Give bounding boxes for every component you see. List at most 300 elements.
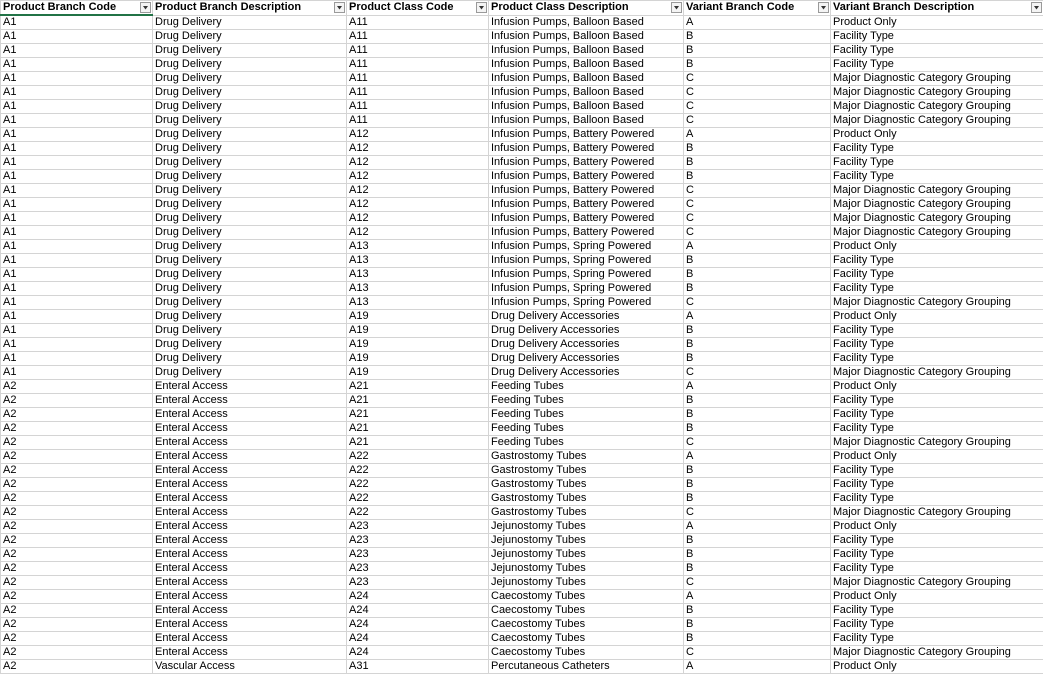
- product-branch-code-cell[interactable]: A1: [1, 324, 153, 338]
- product-class-code-cell[interactable]: A19: [347, 352, 489, 366]
- product-class-code-cell[interactable]: A11: [347, 15, 489, 30]
- variant-branch-code-cell[interactable]: C: [684, 184, 831, 198]
- product-class-code-cell[interactable]: A12: [347, 170, 489, 184]
- product-class-code-cell[interactable]: A12: [347, 142, 489, 156]
- product-class-description-cell[interactable]: Infusion Pumps, Balloon Based: [489, 100, 684, 114]
- variant-branch-description-cell[interactable]: Product Only: [831, 15, 1043, 30]
- filter-dropdown-icon[interactable]: [476, 2, 487, 13]
- variant-branch-code-cell[interactable]: C: [684, 114, 831, 128]
- product-branch-code-cell[interactable]: A2: [1, 450, 153, 464]
- product-class-description-cell[interactable]: Infusion Pumps, Spring Powered: [489, 296, 684, 310]
- product-branch-description-cell[interactable]: Enteral Access: [153, 548, 347, 562]
- product-branch-description-cell[interactable]: Drug Delivery: [153, 240, 347, 254]
- product-branch-code-cell[interactable]: A1: [1, 366, 153, 380]
- product-class-code-cell[interactable]: A12: [347, 198, 489, 212]
- product-class-code-cell[interactable]: A11: [347, 114, 489, 128]
- product-branch-description-cell[interactable]: Enteral Access: [153, 604, 347, 618]
- variant-branch-description-cell[interactable]: Product Only: [831, 240, 1043, 254]
- product-class-description-cell[interactable]: Infusion Pumps, Battery Powered: [489, 142, 684, 156]
- product-class-description-cell[interactable]: Infusion Pumps, Battery Powered: [489, 156, 684, 170]
- table-row: [1, 15, 1043, 30]
- product-branch-description-cell[interactable]: Drug Delivery: [153, 184, 347, 198]
- variant-branch-code-cell[interactable]: C: [684, 100, 831, 114]
- product-class-code-cell[interactable]: A11: [347, 100, 489, 114]
- variant-branch-code-cell[interactable]: B: [684, 142, 831, 156]
- product-branch-description-cell[interactable]: Enteral Access: [153, 436, 347, 450]
- product-class-code-cell[interactable]: A19: [347, 310, 489, 324]
- product-branch-description-cell[interactable]: Drug Delivery: [153, 366, 347, 380]
- variant-branch-code-cell[interactable]: B: [684, 548, 831, 562]
- column-header-variant-branch-code[interactable]: [684, 1, 831, 16]
- product-branch-description-cell[interactable]: Enteral Access: [153, 590, 347, 604]
- product-class-code-cell[interactable]: A13: [347, 296, 489, 310]
- variant-branch-description-cell[interactable]: Facility Type: [831, 422, 1043, 436]
- product-class-description-cell[interactable]: Caecostomy Tubes: [489, 646, 684, 660]
- product-branch-code-cell[interactable]: A2: [1, 646, 153, 660]
- product-class-description-cell[interactable]: Jejunostomy Tubes: [489, 576, 684, 590]
- product-class-description-cell[interactable]: Caecostomy Tubes: [489, 632, 684, 646]
- product-branch-description-cell[interactable]: Enteral Access: [153, 632, 347, 646]
- table-row: [1, 422, 1043, 436]
- variant-branch-code-cell[interactable]: A: [684, 128, 831, 142]
- product-class-description-cell[interactable]: Infusion Pumps, Battery Powered: [489, 184, 684, 198]
- variant-branch-description-cell[interactable]: Facility Type: [831, 394, 1043, 408]
- variant-branch-description-cell[interactable]: Facility Type: [831, 30, 1043, 44]
- product-branch-code-cell[interactable]: A1: [1, 240, 153, 254]
- product-class-description-cell[interactable]: Infusion Pumps, Spring Powered: [489, 240, 684, 254]
- product-class-code-cell[interactable]: A13: [347, 240, 489, 254]
- product-class-code-cell[interactable]: A11: [347, 72, 489, 86]
- product-class-description-cell[interactable]: Jejunostomy Tubes: [489, 520, 684, 534]
- product-branch-description-cell[interactable]: Enteral Access: [153, 618, 347, 632]
- product-class-code-cell[interactable]: A11: [347, 86, 489, 100]
- product-class-description-cell[interactable]: Drug Delivery Accessories: [489, 324, 684, 338]
- product-branch-description-cell[interactable]: Enteral Access: [153, 394, 347, 408]
- product-class-description-cell[interactable]: Caecostomy Tubes: [489, 604, 684, 618]
- product-class-code-cell[interactable]: A21: [347, 422, 489, 436]
- variant-branch-code-cell[interactable]: A: [684, 590, 831, 604]
- variant-branch-description-cell[interactable]: Facility Type: [831, 618, 1043, 632]
- product-branch-description-cell[interactable]: Drug Delivery: [153, 30, 347, 44]
- product-branch-description-cell[interactable]: Vascular Access: [153, 660, 347, 674]
- product-branch-code-cell[interactable]: A2: [1, 562, 153, 576]
- product-class-description-cell[interactable]: Jejunostomy Tubes: [489, 548, 684, 562]
- variant-branch-code-cell[interactable]: C: [684, 506, 831, 520]
- product-branch-code-cell[interactable]: A2: [1, 422, 153, 436]
- variant-branch-code-cell[interactable]: A: [684, 450, 831, 464]
- product-class-description-cell[interactable]: Drug Delivery Accessories: [489, 366, 684, 380]
- variant-branch-code-cell[interactable]: C: [684, 296, 831, 310]
- product-branch-code-cell[interactable]: A2: [1, 520, 153, 534]
- product-class-code-cell[interactable]: A22: [347, 450, 489, 464]
- column-header-product-branch-code[interactable]: [1, 1, 153, 16]
- product-class-code-cell[interactable]: A12: [347, 128, 489, 142]
- product-class-description-cell[interactable]: Infusion Pumps, Balloon Based: [489, 86, 684, 100]
- product-branch-code-cell[interactable]: A1: [1, 58, 153, 72]
- variant-branch-description-cell[interactable]: Facility Type: [831, 408, 1043, 422]
- product-class-code-cell[interactable]: A22: [347, 492, 489, 506]
- variant-branch-description-cell[interactable]: Facility Type: [831, 548, 1043, 562]
- variant-branch-code-cell[interactable]: B: [684, 492, 831, 506]
- product-class-description-cell[interactable]: Drug Delivery Accessories: [489, 310, 684, 324]
- variant-branch-code-cell[interactable]: A: [684, 310, 831, 324]
- product-branch-code-cell[interactable]: A2: [1, 478, 153, 492]
- product-class-code-cell[interactable]: A21: [347, 436, 489, 450]
- variant-branch-description-cell[interactable]: Facility Type: [831, 268, 1043, 282]
- product-branch-description-cell[interactable]: Drug Delivery: [153, 198, 347, 212]
- variant-branch-code-cell[interactable]: B: [684, 282, 831, 296]
- product-class-description-cell[interactable]: Infusion Pumps, Spring Powered: [489, 282, 684, 296]
- variant-branch-code-cell[interactable]: B: [684, 394, 831, 408]
- product-class-description-cell[interactable]: Feeding Tubes: [489, 408, 684, 422]
- product-class-description-cell[interactable]: Caecostomy Tubes: [489, 590, 684, 604]
- variant-branch-description-cell[interactable]: Major Diagnostic Category Grouping: [831, 576, 1043, 590]
- product-class-code-cell[interactable]: A12: [347, 226, 489, 240]
- variant-branch-code-cell[interactable]: B: [684, 324, 831, 338]
- product-class-code-cell[interactable]: A24: [347, 618, 489, 632]
- product-branch-code-cell[interactable]: A1: [1, 114, 153, 128]
- product-class-code-cell[interactable]: A22: [347, 506, 489, 520]
- variant-branch-description-cell[interactable]: Major Diagnostic Category Grouping: [831, 226, 1043, 240]
- product-class-code-cell[interactable]: A23: [347, 562, 489, 576]
- product-branch-code-cell[interactable]: A1: [1, 212, 153, 226]
- product-class-code-cell[interactable]: A24: [347, 646, 489, 660]
- variant-branch-description-cell[interactable]: Facility Type: [831, 464, 1043, 478]
- variant-branch-description-cell[interactable]: Product Only: [831, 380, 1043, 394]
- product-branch-description-cell[interactable]: Drug Delivery: [153, 72, 347, 86]
- product-branch-description-cell[interactable]: Enteral Access: [153, 464, 347, 478]
- product-class-description-cell[interactable]: Gastrostomy Tubes: [489, 450, 684, 464]
- product-branch-code-cell[interactable]: A2: [1, 604, 153, 618]
- variant-branch-code-cell[interactable]: B: [684, 422, 831, 436]
- product-class-code-cell[interactable]: A11: [347, 44, 489, 58]
- variant-branch-description-cell[interactable]: Facility Type: [831, 632, 1043, 646]
- variant-branch-code-cell[interactable]: C: [684, 436, 831, 450]
- product-branch-code-cell[interactable]: A2: [1, 408, 153, 422]
- product-class-code-cell[interactable]: A21: [347, 394, 489, 408]
- product-class-code-cell[interactable]: A12: [347, 184, 489, 198]
- variant-branch-description-cell[interactable]: Facility Type: [831, 478, 1043, 492]
- product-class-description-cell[interactable]: Infusion Pumps, Battery Powered: [489, 170, 684, 184]
- product-class-code-cell[interactable]: A13: [347, 282, 489, 296]
- product-class-description-cell[interactable]: Gastrostomy Tubes: [489, 492, 684, 506]
- variant-branch-description-cell[interactable]: Facility Type: [831, 282, 1043, 296]
- product-branch-code-cell[interactable]: A2: [1, 548, 153, 562]
- variant-branch-code-cell[interactable]: A: [684, 240, 831, 254]
- product-branch-description-cell[interactable]: Drug Delivery: [153, 212, 347, 226]
- variant-branch-code-cell[interactable]: B: [684, 478, 831, 492]
- variant-branch-description-cell[interactable]: Major Diagnostic Category Grouping: [831, 86, 1043, 100]
- product-branch-code-cell[interactable]: A2: [1, 590, 153, 604]
- product-class-code-cell[interactable]: A13: [347, 268, 489, 282]
- product-branch-description-cell[interactable]: Enteral Access: [153, 422, 347, 436]
- variant-branch-code-cell[interactable]: B: [684, 352, 831, 366]
- product-branch-description-cell[interactable]: Drug Delivery: [153, 352, 347, 366]
- product-class-description-cell[interactable]: Feeding Tubes: [489, 380, 684, 394]
- product-class-description-cell[interactable]: Jejunostomy Tubes: [489, 562, 684, 576]
- product-branch-description-cell[interactable]: Drug Delivery: [153, 338, 347, 352]
- column-header-product-class-description[interactable]: [489, 1, 684, 16]
- variant-branch-description-cell[interactable]: Major Diagnostic Category Grouping: [831, 114, 1043, 128]
- product-branch-description-cell[interactable]: Enteral Access: [153, 450, 347, 464]
- product-class-description-cell[interactable]: Gastrostomy Tubes: [489, 506, 684, 520]
- product-branch-code-cell[interactable]: A2: [1, 394, 153, 408]
- product-branch-description-cell[interactable]: Drug Delivery: [153, 156, 347, 170]
- product-branch-code-cell[interactable]: A1: [1, 282, 153, 296]
- product-class-description-cell[interactable]: Infusion Pumps, Balloon Based: [489, 58, 684, 72]
- product-branch-description-cell[interactable]: Enteral Access: [153, 576, 347, 590]
- variant-branch-code-cell[interactable]: C: [684, 198, 831, 212]
- product-class-code-cell[interactable]: A21: [347, 408, 489, 422]
- variant-branch-description-cell[interactable]: Major Diagnostic Category Grouping: [831, 436, 1043, 450]
- product-branch-code-cell[interactable]: A1: [1, 142, 153, 156]
- product-branch-code-cell[interactable]: A2: [1, 618, 153, 632]
- product-branch-description-cell[interactable]: Drug Delivery: [153, 268, 347, 282]
- product-class-description-cell[interactable]: Infusion Pumps, Battery Powered: [489, 198, 684, 212]
- variant-branch-code-cell[interactable]: C: [684, 576, 831, 590]
- product-class-code-cell[interactable]: A11: [347, 30, 489, 44]
- product-class-code-cell[interactable]: A21: [347, 380, 489, 394]
- variant-branch-description-cell[interactable]: Facility Type: [831, 604, 1043, 618]
- variant-branch-code-cell[interactable]: C: [684, 212, 831, 226]
- product-class-description-cell[interactable]: Infusion Pumps, Battery Powered: [489, 212, 684, 226]
- product-branch-description-cell[interactable]: Drug Delivery: [153, 100, 347, 114]
- variant-branch-code-cell[interactable]: B: [684, 254, 831, 268]
- product-class-code-cell[interactable]: A23: [347, 576, 489, 590]
- product-class-code-cell[interactable]: A11: [347, 58, 489, 72]
- variant-branch-description-cell[interactable]: Facility Type: [831, 338, 1043, 352]
- variant-branch-code-cell[interactable]: B: [684, 632, 831, 646]
- variant-branch-code-cell[interactable]: A: [684, 660, 831, 674]
- product-branch-code-cell[interactable]: A1: [1, 100, 153, 114]
- header-row: [1, 1, 1043, 16]
- product-class-description-cell[interactable]: Gastrostomy Tubes: [489, 464, 684, 478]
- variant-branch-code-cell[interactable]: B: [684, 338, 831, 352]
- variant-branch-code-cell[interactable]: C: [684, 646, 831, 660]
- product-branch-code-cell[interactable]: A1: [1, 310, 153, 324]
- variant-branch-description-cell[interactable]: Facility Type: [831, 492, 1043, 506]
- variant-branch-code-cell[interactable]: C: [684, 226, 831, 240]
- product-branch-code-cell[interactable]: A1: [1, 254, 153, 268]
- product-branch-code-cell[interactable]: A1: [1, 128, 153, 142]
- product-branch-description-cell[interactable]: Enteral Access: [153, 492, 347, 506]
- product-branch-code-cell[interactable]: A1: [1, 184, 153, 198]
- variant-branch-description-cell[interactable]: Facility Type: [831, 324, 1043, 338]
- variant-branch-code-cell[interactable]: B: [684, 170, 831, 184]
- variant-branch-code-cell[interactable]: B: [684, 618, 831, 632]
- product-branch-code-cell[interactable]: A1: [1, 352, 153, 366]
- variant-branch-code-cell[interactable]: B: [684, 58, 831, 72]
- variant-branch-code-cell[interactable]: B: [684, 604, 831, 618]
- product-branch-description-cell[interactable]: Drug Delivery: [153, 226, 347, 240]
- variant-branch-description-cell[interactable]: Facility Type: [831, 58, 1043, 72]
- product-branch-code-cell[interactable]: A2: [1, 380, 153, 394]
- variant-branch-description-cell[interactable]: Facility Type: [831, 534, 1043, 548]
- product-branch-code-cell[interactable]: A2: [1, 632, 153, 646]
- product-class-description-cell[interactable]: Infusion Pumps, Balloon Based: [489, 15, 684, 30]
- product-branch-description-cell[interactable]: Drug Delivery: [153, 324, 347, 338]
- product-branch-code-cell[interactable]: A1: [1, 268, 153, 282]
- product-class-description-cell[interactable]: Gastrostomy Tubes: [489, 478, 684, 492]
- product-branch-code-cell[interactable]: A2: [1, 492, 153, 506]
- variant-branch-description-cell[interactable]: Major Diagnostic Category Grouping: [831, 366, 1043, 380]
- variant-branch-description-cell[interactable]: Major Diagnostic Category Grouping: [831, 198, 1043, 212]
- product-class-code-cell[interactable]: A22: [347, 464, 489, 478]
- product-branch-code-cell[interactable]: A2: [1, 576, 153, 590]
- variant-branch-code-cell[interactable]: B: [684, 268, 831, 282]
- product-branch-code-cell[interactable]: A2: [1, 534, 153, 548]
- variant-branch-code-cell[interactable]: B: [684, 562, 831, 576]
- variant-branch-code-cell[interactable]: B: [684, 44, 831, 58]
- product-branch-description-cell[interactable]: Drug Delivery: [153, 170, 347, 184]
- product-branch-description-cell[interactable]: Enteral Access: [153, 646, 347, 660]
- product-branch-description-cell[interactable]: Enteral Access: [153, 380, 347, 394]
- product-class-code-cell[interactable]: A24: [347, 604, 489, 618]
- product-branch-description-cell[interactable]: Enteral Access: [153, 478, 347, 492]
- variant-branch-description-cell[interactable]: Major Diagnostic Category Grouping: [831, 506, 1043, 520]
- product-class-description-cell[interactable]: Infusion Pumps, Spring Powered: [489, 254, 684, 268]
- product-branch-code-cell[interactable]: A1: [1, 170, 153, 184]
- product-branch-description-cell[interactable]: Drug Delivery: [153, 86, 347, 100]
- product-class-description-cell[interactable]: Caecostomy Tubes: [489, 618, 684, 632]
- product-branch-description-cell[interactable]: Enteral Access: [153, 520, 347, 534]
- product-class-description-cell[interactable]: Jejunostomy Tubes: [489, 534, 684, 548]
- variant-branch-description-cell[interactable]: Major Diagnostic Category Grouping: [831, 100, 1043, 114]
- variant-branch-description-cell[interactable]: Product Only: [831, 310, 1043, 324]
- product-branch-code-cell[interactable]: A1: [1, 86, 153, 100]
- variant-branch-description-cell[interactable]: Product Only: [831, 520, 1043, 534]
- product-class-description-cell[interactable]: Infusion Pumps, Spring Powered: [489, 268, 684, 282]
- product-branch-code-cell[interactable]: A1: [1, 44, 153, 58]
- variant-branch-code-cell[interactable]: B: [684, 30, 831, 44]
- product-class-code-cell[interactable]: A23: [347, 534, 489, 548]
- product-branch-description-cell[interactable]: Drug Delivery: [153, 58, 347, 72]
- variant-branch-code-cell[interactable]: B: [684, 534, 831, 548]
- product-class-code-cell[interactable]: A19: [347, 366, 489, 380]
- product-branch-code-cell[interactable]: A2: [1, 464, 153, 478]
- variant-branch-code-cell[interactable]: B: [684, 156, 831, 170]
- variant-branch-code-cell[interactable]: A: [684, 380, 831, 394]
- product-class-code-cell[interactable]: A31: [347, 660, 489, 674]
- variant-branch-description-cell[interactable]: Product Only: [831, 590, 1043, 604]
- variant-branch-description-cell[interactable]: Product Only: [831, 660, 1043, 674]
- filter-dropdown-icon[interactable]: [334, 2, 345, 13]
- variant-branch-description-cell[interactable]: Facility Type: [831, 142, 1043, 156]
- product-branch-code-cell[interactable]: A1: [1, 72, 153, 86]
- variant-branch-description-cell[interactable]: Facility Type: [831, 44, 1043, 58]
- product-class-description-cell[interactable]: Infusion Pumps, Balloon Based: [489, 44, 684, 58]
- product-branch-code-cell[interactable]: A1: [1, 15, 153, 30]
- product-class-description-cell[interactable]: Infusion Pumps, Balloon Based: [489, 114, 684, 128]
- product-class-description-cell[interactable]: Feeding Tubes: [489, 422, 684, 436]
- product-branch-code-cell[interactable]: A1: [1, 156, 153, 170]
- product-branch-description-cell[interactable]: Drug Delivery: [153, 128, 347, 142]
- product-class-description-cell[interactable]: Infusion Pumps, Battery Powered: [489, 226, 684, 240]
- product-branch-description-cell[interactable]: Enteral Access: [153, 562, 347, 576]
- variant-branch-description-cell[interactable]: Facility Type: [831, 156, 1043, 170]
- product-branch-code-cell[interactable]: A2: [1, 660, 153, 674]
- variant-branch-description-cell[interactable]: Major Diagnostic Category Grouping: [831, 296, 1043, 310]
- variant-branch-description-cell[interactable]: Major Diagnostic Category Grouping: [831, 212, 1043, 226]
- table-row: [1, 58, 1043, 72]
- table-row: [1, 660, 1043, 674]
- variant-branch-code-cell[interactable]: A: [684, 520, 831, 534]
- variant-branch-description-cell[interactable]: Major Diagnostic Category Grouping: [831, 646, 1043, 660]
- product-class-code-cell[interactable]: A24: [347, 632, 489, 646]
- product-class-code-cell[interactable]: A12: [347, 156, 489, 170]
- variant-branch-description-cell[interactable]: Product Only: [831, 128, 1043, 142]
- variant-branch-description-cell[interactable]: Facility Type: [831, 170, 1043, 184]
- product-branch-description-cell[interactable]: Drug Delivery: [153, 44, 347, 58]
- filter-dropdown-icon[interactable]: [140, 2, 151, 13]
- variant-branch-code-cell[interactable]: C: [684, 366, 831, 380]
- variant-branch-code-cell[interactable]: B: [684, 464, 831, 478]
- product-class-description-cell[interactable]: Feeding Tubes: [489, 436, 684, 450]
- product-class-code-cell[interactable]: A22: [347, 478, 489, 492]
- product-branch-description-cell[interactable]: Drug Delivery: [153, 310, 347, 324]
- product-class-code-cell[interactable]: A13: [347, 254, 489, 268]
- variant-branch-description-cell[interactable]: Facility Type: [831, 352, 1043, 366]
- product-class-description-cell[interactable]: Drug Delivery Accessories: [489, 352, 684, 366]
- product-branch-description-cell[interactable]: Enteral Access: [153, 506, 347, 520]
- product-branch-description-cell[interactable]: Drug Delivery: [153, 15, 347, 30]
- column-header-product-class-code[interactable]: [347, 1, 489, 16]
- product-branch-code-cell[interactable]: A2: [1, 506, 153, 520]
- product-branch-code-cell[interactable]: A1: [1, 338, 153, 352]
- product-class-code-cell[interactable]: A19: [347, 338, 489, 352]
- product-branch-code-cell[interactable]: A1: [1, 296, 153, 310]
- variant-branch-code-cell[interactable]: C: [684, 72, 831, 86]
- product-class-code-cell[interactable]: A12: [347, 212, 489, 226]
- variant-branch-description-cell[interactable]: Product Only: [831, 450, 1043, 464]
- product-branch-code-cell[interactable]: A1: [1, 198, 153, 212]
- product-branch-description-cell[interactable]: Enteral Access: [153, 408, 347, 422]
- column-header-variant-branch-description[interactable]: [831, 1, 1043, 16]
- product-class-code-cell[interactable]: A23: [347, 520, 489, 534]
- filter-dropdown-icon[interactable]: [671, 2, 682, 13]
- product-branch-code-cell[interactable]: A2: [1, 436, 153, 450]
- product-branch-description-cell[interactable]: Drug Delivery: [153, 282, 347, 296]
- product-branch-description-cell[interactable]: Drug Delivery: [153, 254, 347, 268]
- product-branch-description-cell[interactable]: Enteral Access: [153, 534, 347, 548]
- product-class-description-cell[interactable]: Infusion Pumps, Balloon Based: [489, 30, 684, 44]
- product-branch-description-cell[interactable]: Drug Delivery: [153, 114, 347, 128]
- table-row: [1, 590, 1043, 604]
- variant-branch-code-cell[interactable]: B: [684, 408, 831, 422]
- product-branch-description-cell[interactable]: Drug Delivery: [153, 142, 347, 156]
- product-branch-code-cell[interactable]: A1: [1, 226, 153, 240]
- product-branch-code-cell[interactable]: A1: [1, 30, 153, 44]
- product-class-description-cell[interactable]: Drug Delivery Accessories: [489, 338, 684, 352]
- variant-branch-code-cell[interactable]: C: [684, 86, 831, 100]
- column-header-product-branch-description[interactable]: [153, 1, 347, 16]
- product-class-code-cell[interactable]: A24: [347, 590, 489, 604]
- variant-branch-code-cell[interactable]: A: [684, 15, 831, 30]
- product-branch-description-cell[interactable]: Drug Delivery: [153, 296, 347, 310]
- product-class-description-cell[interactable]: Feeding Tubes: [489, 394, 684, 408]
- product-class-description-cell[interactable]: Infusion Pumps, Battery Powered: [489, 128, 684, 142]
- product-class-code-cell[interactable]: A23: [347, 548, 489, 562]
- filter-dropdown-icon[interactable]: [1031, 2, 1042, 13]
- variant-branch-description-cell[interactable]: Facility Type: [831, 562, 1043, 576]
- variant-branch-description-cell[interactable]: Facility Type: [831, 254, 1043, 268]
- product-class-code-cell[interactable]: A19: [347, 324, 489, 338]
- filter-dropdown-icon[interactable]: [818, 2, 829, 13]
- product-class-description-cell[interactable]: Infusion Pumps, Balloon Based: [489, 72, 684, 86]
- variant-branch-description-cell[interactable]: Major Diagnostic Category Grouping: [831, 184, 1043, 198]
- product-class-description-cell[interactable]: Percutaneous Catheters: [489, 660, 684, 674]
- variant-branch-description-cell[interactable]: Major Diagnostic Category Grouping: [831, 72, 1043, 86]
